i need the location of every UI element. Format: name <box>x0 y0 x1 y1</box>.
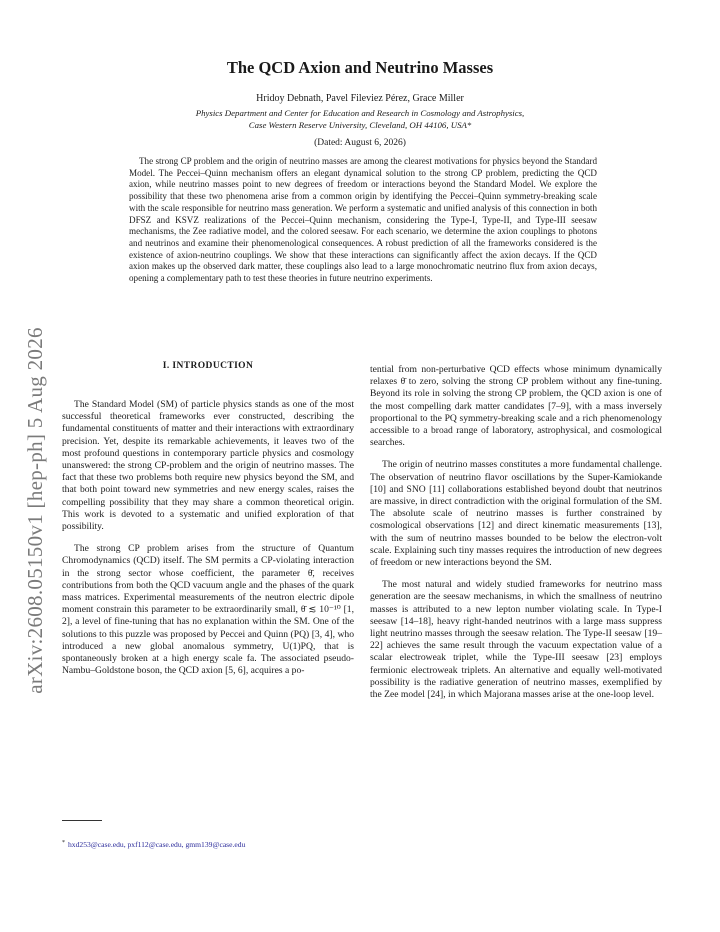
affiliation <box>0 107 720 131</box>
date-line: (Dated: August 6, 2026) <box>314 138 406 148</box>
intro-paragraph-3: tential from non-perturbative QCD effects whose minimum dynamically relaxes θ̄ to zero, solving the strong CP problem without any fine-tuning. Beyond its role in solving the strong CP problem, the QCD axion is one of the most compelling dark matter candidates [7–9], with a mass inversely proportional to the PQ symmetry-breaking scale and a rich phenomenology accessible to a broad range of laboratory, astrophysical, and cosmological searches. <box>370 364 662 449</box>
intro-paragraph-2: The strong CP problem arises from the structure of Quantum Chromodynamics (QCD) itself. The SM permits a CP-violating interaction in the strong sector whose coefficient, the parameter θ̄, receives contributions from both the QCD vacuum angle and the phases of the quark mass matrices. Experimental measurements of the neutron electric dipole moment constrain this parameter to be extraordinarily small, θ̄ ≲ 10⁻¹⁰ [1, 2], a level of fine-tuning that has no explanation within the SM. One of the solutions to this puzzle was proposed by Peccei and Quinn (PQ) [3, 4], who introduced a new global anomalous symmetry, U(1)PQ, that is spontaneously broken at a high energy scale fa. The associated pseudo-Nambu–Goldstone boson, the QCD axion [5, 6], acquires a po- <box>62 543 354 677</box>
intro-paragraph-1: The Standard Model (SM) of particle physics stands as one of the most successful theoretical frameworks ever constructed, describing the fundamental constituents of matter and their interactions with extraordinary precision. Yet, despite its remarkable achievements, it leaves two of the most profound questions in contemporary particle physics and cosmology unanswered: the strong CP-problem and the origin of neutrino masses. The fact that these two problems both require new physics beyond the SM, and that both point toward new symmetries and new energy scales, raises the compelling possibility that they may share a common theoretical origin. This work is devoted to a systematic and unified exploration of that possibility. <box>62 399 354 533</box>
footnote-divider <box>62 820 102 821</box>
section-heading-introduction: I. INTRODUCTION <box>162 361 254 371</box>
arxiv-identifier-text: arXiv:2608.05150v1 [hep-ph] 5 Aug 2026 <box>22 326 47 694</box>
paper-title: The QCD Axion and Neutrino Masses <box>226 58 494 77</box>
abstract: The strong CP problem and the origin of neutrino masses are among the clearest motivations for physics beyond the Standard Model. The Peccei–Quinn mechanism offers an elegant dynamical solution to the strong CP problem, predicting the QCD axion, while neutrino masses point to new degrees of freedom or interactions beyond the Standard Model. We explore the possibility that these two phenomena arise from a common origin by identifying the Peccei–Quinn symmetry-breaking scale with the scale responsible for neutrino mass generation. We perform a systematic and unified analysis of this connection in both DFSZ and KSVZ realizations of the Peccei–Quinn mechanism, considering the Type-I, Type-II, and Type-III seesaw mechanisms, the Zee radiative model, and the colored seesaw. For each scenario, we determine the axion couplings to photons and neutrinos and examine their phenomenological consequences. A robust prediction of all the frameworks considered is the existence of axion-neutrino couplings. We show that these interactions can significantly affect the axion decays. If the QCD axion makes up the observed dark matter, these couplings also lead to a large monochromatic neutrino flux from axion decays, opening a complementary path to test these theories in future neutrino experiments. <box>129 156 597 284</box>
intro-paragraph-5: The most natural and widely studied frameworks for neutrino mass generation are the seesaw mechanisms, in which the smallness of neutrino masses is attributed to a new lepton number violating scale. In Type-I seesaw [14–18], heavy right-handed neutrinos with a large mass suppress light neutrino masses through the seesaw relation. The Type-II seesaw [19–22] achieves the same result through the vacuum expectation value of a scalar electroweak triplet, while the Type-III seesaw [23] employs fermionic electroweak triplets. An alternative and equally well-motivated possibility is the radiative generation of neutrino masses, exemplified by the Zee model [24], in which Majorana masses arise at the one-loop level. <box>370 579 662 701</box>
footnote-mark: * <box>62 840 65 846</box>
intro-paragraph-4: The origin of neutrino masses constitutes a more fundamental challenge. The observation of neutrino flavor oscillations by the Super-Kamiokande [10] and SNO [11] collaborations established beyond doubt that neutrinos are massive, in direct contradiction with the original formulation of the SM. The absolute scale of neutrino masses is further constrained by cosmological observations [12] and direct kinematic measurements [13], with the sum of neutrino masses bounded to be below the electron-volt scale. Explaining such tiny masses requires the introduction of new degrees of freedom or new interactions beyond the SM. <box>370 459 662 569</box>
left-column <box>62 399 354 677</box>
author-list: Hridoy Debnath, Pavel Fileviez Pérez, Grace Miller <box>256 93 464 104</box>
affiliation-line-2: Case Western Reserve University, Cleveland, OH 44106, USA* <box>248 120 472 130</box>
footnote-emails[interactable]: hxd253@case.edu, pxf112@case.edu, gmm139@case.edu <box>68 840 246 849</box>
footnote <box>62 840 245 849</box>
affiliation-line-1: Physics Department and Center for Education and Research in Cosmology and Astrophysics, <box>195 108 525 118</box>
arxiv-identifier <box>17 326 53 694</box>
right-column <box>370 364 662 701</box>
